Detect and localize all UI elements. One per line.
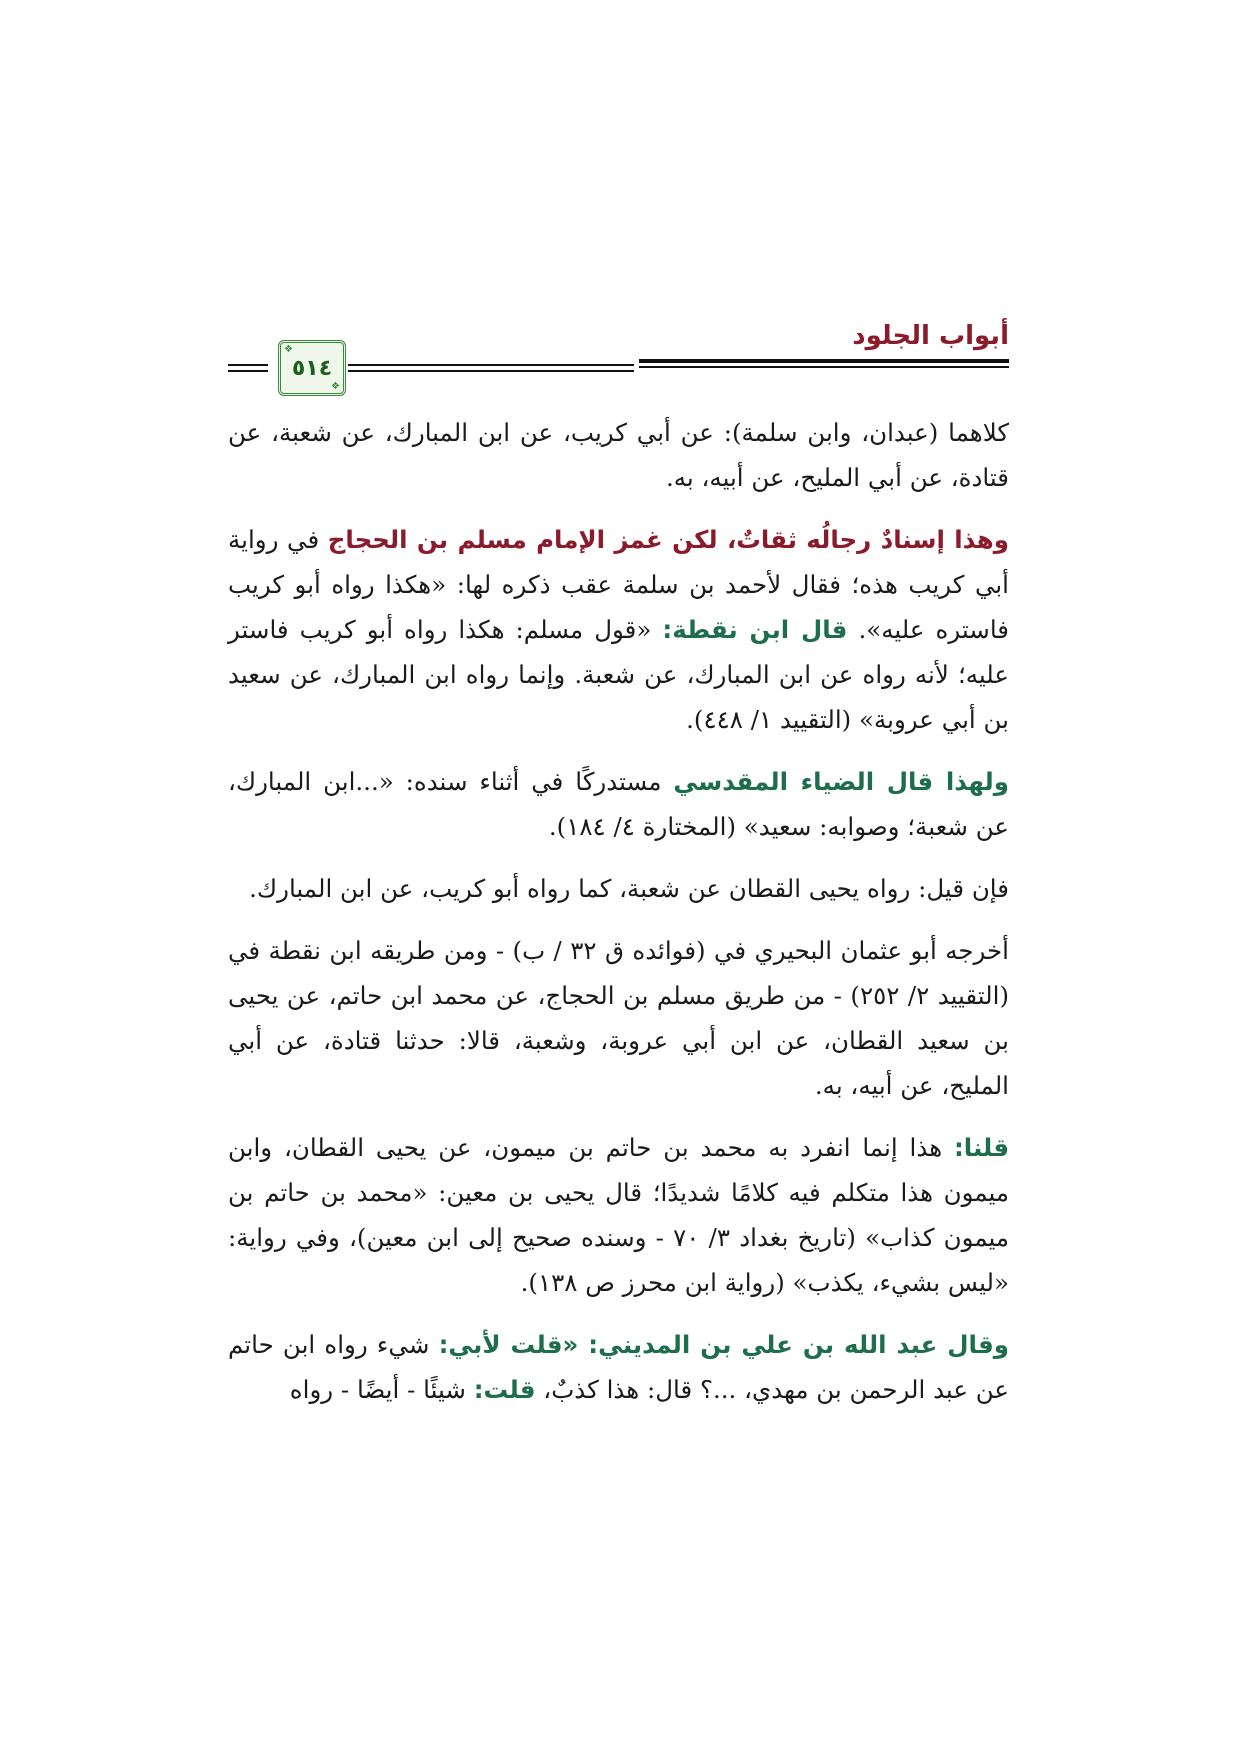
paragraph-text: أخرجه أبو عثمان البحيري في (فوائده ق ٣٢ / ب) - ومن طريقه ابن نقطة في (التقييد ٢/ ٢٥٢) - من طريق مسلم بن الحجاج، عن محمد ابن حاتم، عن يحيى بن سعيد القطان، عن ابن أبي عروبة، وشعبة، قالا: حدثنا قتادة، عن أبي المليح، عن أبيه، به. [228,936,1009,1100]
paragraph-3 [228,759,1009,849]
paragraph-text: شيء رواه ابن حاتم عن عبد الرحمن بن مهدي، ...؟ قال: هذا كذبٌ، [228,1330,1009,1404]
header-rule-mid-2 [348,370,634,372]
paragraph-tail: شيئًا - أيضًا - رواه [289,1375,474,1404]
paragraph-6 [228,1125,1009,1305]
paragraph-4 [228,866,1009,911]
book-title: أبواب الجلود [852,321,1009,351]
header-rule [639,359,1009,363]
page-number: ❖ ٥١٤ [291,355,333,381]
paragraph-5 [228,928,1009,1108]
paragraph-text: مستدركًا في أثناء سنده: «...ابن المبارك، عن شعبة؛ وصوابه: سعيد» (المختارة ٤/ ١٨٤). [228,767,1009,841]
paragraph-text: في رواية أبي كريب هذه؛ فقال لأحمد بن سلمة عقب ذكره لها: «هكذا رواه أبو كريب فاستره عليه». [228,525,1009,644]
paragraph-highlight: قلت: [473,1375,536,1404]
page-number-badge [278,340,346,396]
paragraph-lead: وهذا إسنادٌ رجالُه ثقاتٌ، لكن غمز الإمام مسلم بن الحجاج [327,525,1009,554]
header-rule-left-2 [228,370,268,372]
paragraph-lead: قلنا: [953,1133,1009,1162]
paragraph-text: كلاهما (عبدان، وابن سلمة): عن أبي كريب، عن ابن المبارك، عن شعبة، عن قتادة، عن أبي المليح، عن أبيه، به. [228,418,1009,492]
text-body [228,410,1009,1429]
header-rule-mid [348,364,634,366]
paragraph-highlight: قال ابن نقطة: [662,615,848,644]
paragraph-text: هذا إنما انفرد به محمد بن حاتم بن ميمون، عن يحيى القطان، وابن ميمون هذا متكلم فيه كلامًا شديدًا؛ قال يحيى بن معين: «محمد بن حاتم بن ميمون كذاب» (تاريخ بغداد ٣/ ٧٠ - وسنده صحيح إلى ابن معين)، وفي رواية: «ليس بشيء، يكذب» (رواية ابن محرز ص ١٣٨). [228,1133,1010,1297]
header-rule-left [228,364,268,366]
header-rule-thin [639,366,1009,368]
paragraph-2 [228,517,1009,742]
paragraph-tail: «قول مسلم: هكذا رواه أبو كريب فاستر عليه؛ لأنه رواه عن ابن المبارك، عن شعبة. وإنما رواه ابن المبارك، عن سعيد بن أبي عروبة» (التقييد ١/ ٤٤٨). [228,615,1009,734]
page-header [228,318,1009,388]
paragraph-lead: ولهذا قال الضياء المقدسي [673,767,1009,796]
paragraph-1 [228,410,1009,500]
paragraph-lead: وقال عبد الله بن علي بن المديني: «قلت لأبي: [438,1330,1010,1359]
paragraph-text: فإن قيل: رواه يحيى القطان عن شعبة، كما رواه أبو كريب، عن ابن المبارك. [249,874,1009,903]
paragraph-7 [228,1322,1009,1412]
